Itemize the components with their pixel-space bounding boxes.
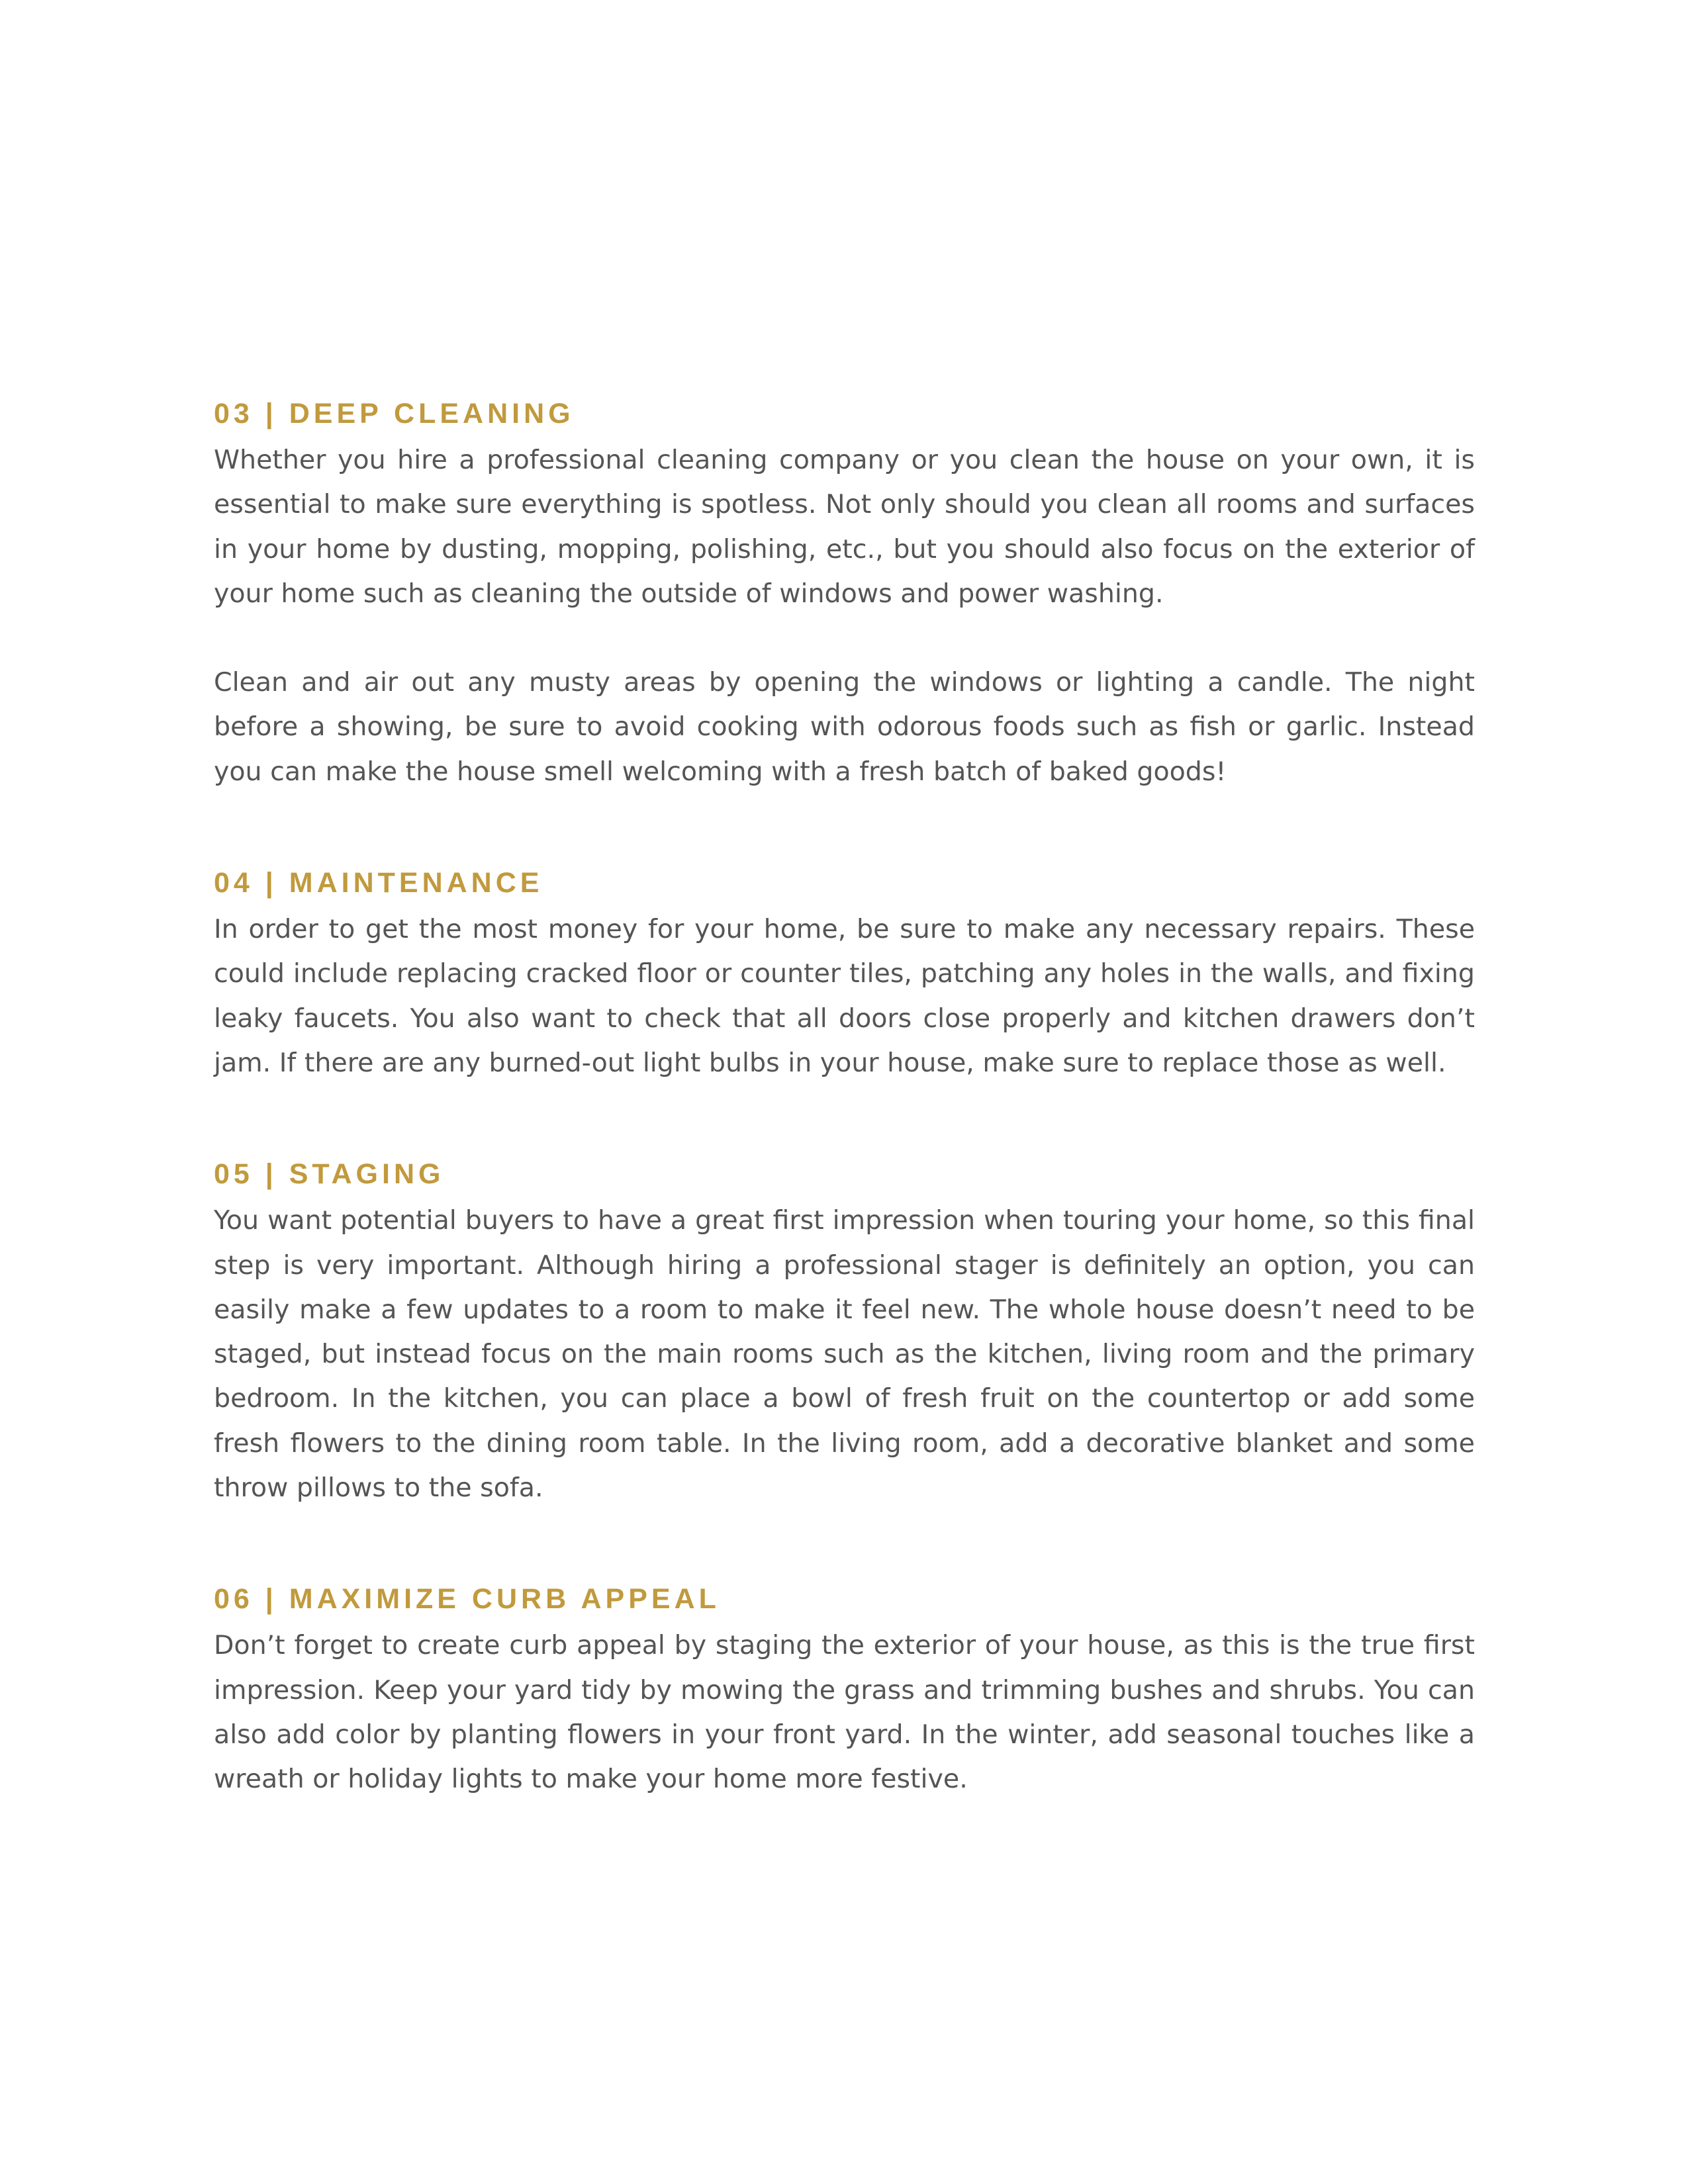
section-paragraph: Clean and air out any musty areas by opening the windows or lighting a candle. The night before a showing, be sure to avoid cooking with odorous foods such as fish or garlic. Instead you can make the house smell welcoming with a fresh batch of baked goods! [214,667,1475,787]
section-paragraph: Don’t forget to create curb appeal by staging the exterior of your house, as this is the true first impression. Keep your yard tidy by mowing the grass and trimming bushes and shrubs. You can also add color by planting flowers in your front yard. In the winter, add seasonal touches like a wreath or holiday lights to make your home more festive. [214,1630,1475,1795]
section-paragraph: In order to get the most money for your home, be sure to make any necessary repairs. These could include replacing cracked floor or counter tiles, patching any holes in the walls, and fixing leaky faucets. You also want to check that all doors close properly and kitchen drawers don’t jam. If there are any burned-out light bulbs in your house, make sure to replace those as well. [214,914,1475,1078]
section-heading: 05 | STAGING [214,1158,445,1191]
section-heading: 03 | DEEP CLEANING [214,398,575,430]
section-staging [214,1154,1475,1510]
document-page [214,394,1475,1802]
section-maintenance [214,863,1475,1085]
section-maximize-curb-appeal [214,1579,1475,1801]
section-paragraph: Whether you hire a professional cleaning company or you clean the house on your own, it is essential to make sure everything is spotless. Not only should you clean all rooms and surfaces in your home by dusting, mopping, polishing, etc., but you should also focus on the exterior of your home such as cleaning the outside of windows and power washing. [214,445,1475,609]
section-heading: 06 | MAXIMIZE CURB APPEAL [214,1583,720,1615]
section-paragraph: You want potential buyers to have a great first impression when touring your home, so this final step is very important. Although hiring a professional stager is definitely an option, you can easily make a few updates to a room to make it feel new. The whole house doesn’t need to be staged, but instead focus on the main rooms such as the kitchen, living room and the primary bedroom. In the kitchen, you can place a bowl of fresh fruit on the countertop or add some fresh flowers to the dining room table. In the living room, add a decorative blanket and some throw pillows to the sofa. [214,1205,1475,1504]
section-heading: 04 | MAINTENANCE [214,867,543,899]
section-deep-cleaning [214,394,1475,794]
